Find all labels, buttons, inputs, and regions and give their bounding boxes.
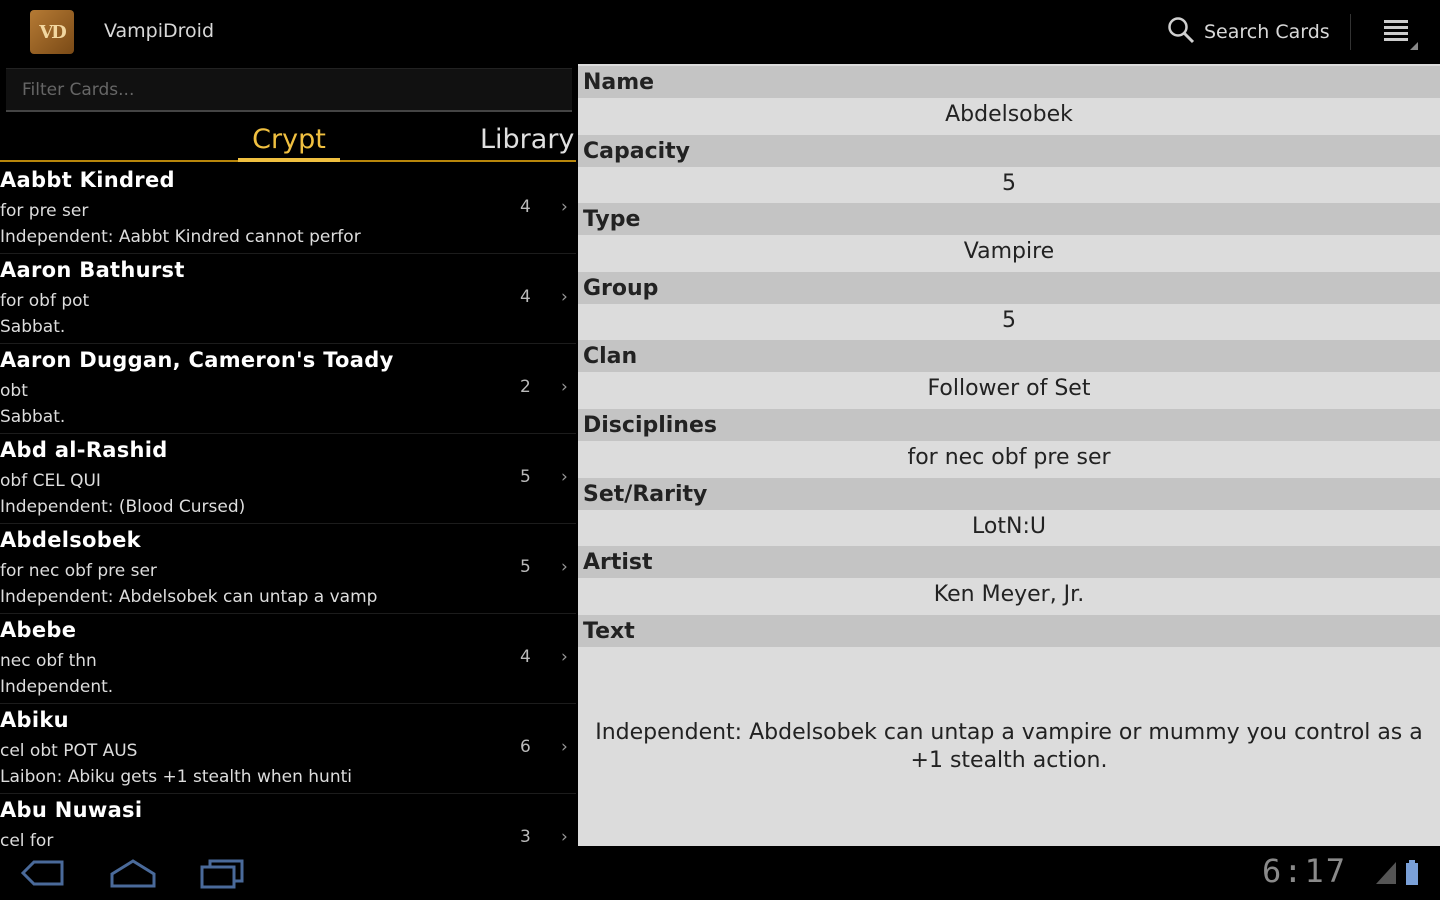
card-name: Abd al-Rashid xyxy=(0,438,168,462)
app-logo-icon[interactable]: VD xyxy=(30,10,74,54)
detail-group-header: Group xyxy=(578,270,1440,304)
card-disciplines: obt xyxy=(0,381,28,401)
list-item[interactable] xyxy=(0,434,576,524)
action-bar xyxy=(0,0,1440,64)
chevron-right-icon: › xyxy=(561,557,568,577)
detail-artist-value: Ken Meyer, Jr. xyxy=(578,578,1440,613)
detail-type-value: Vampire xyxy=(578,235,1440,270)
card-capacity: 5 xyxy=(520,557,531,577)
detail-set-rarity-header: Set/Rarity xyxy=(578,476,1440,510)
search-cards-button[interactable] xyxy=(1166,12,1330,52)
filter-input[interactable] xyxy=(6,69,572,110)
chevron-right-icon: › xyxy=(561,287,568,307)
list-item[interactable] xyxy=(0,614,576,704)
list-item[interactable] xyxy=(0,344,576,434)
chevron-right-icon: › xyxy=(561,467,568,487)
detail-capacity-value: 5 xyxy=(578,167,1440,202)
tab-library[interactable]: Library xyxy=(480,124,575,155)
card-name: Abu Nuwasi xyxy=(0,798,143,822)
list-item[interactable] xyxy=(0,254,576,344)
card-capacity: 4 xyxy=(520,287,531,307)
detail-name-value: Abdelsobek xyxy=(578,98,1440,133)
tab-crypt[interactable]: Crypt xyxy=(238,124,340,162)
battery-icon xyxy=(1404,858,1420,892)
card-name: Aabbt Kindred xyxy=(0,168,175,192)
tab-bar xyxy=(0,120,576,162)
card-list xyxy=(0,164,576,846)
home-icon[interactable] xyxy=(108,858,158,894)
detail-set-rarity-value: LotN:U xyxy=(578,510,1440,545)
card-capacity: 6 xyxy=(520,737,531,757)
app-title: VampiDroid xyxy=(104,20,215,42)
search-cards-label: Search Cards xyxy=(1204,21,1330,43)
filter-field[interactable] xyxy=(6,68,572,112)
detail-name-header: Name xyxy=(578,64,1440,98)
card-capacity: 5 xyxy=(520,467,531,487)
system-bar xyxy=(0,846,1440,900)
detail-disciplines-value: for nec obf pre ser xyxy=(578,441,1440,476)
card-disciplines: cel obt POT AUS xyxy=(0,741,138,761)
recent-apps-icon[interactable] xyxy=(198,858,246,894)
card-disciplines: cel for xyxy=(0,831,54,846)
chevron-right-icon: › xyxy=(561,197,568,217)
detail-type-header: Type xyxy=(578,201,1440,235)
search-icon xyxy=(1166,15,1196,49)
list-item[interactable] xyxy=(0,794,576,846)
detail-clan-header: Clan xyxy=(578,338,1440,372)
card-capacity: 2 xyxy=(520,377,531,397)
chevron-right-icon: › xyxy=(561,647,568,667)
card-name: Abdelsobek xyxy=(0,528,141,552)
card-text: Sabbat. xyxy=(0,317,66,337)
card-capacity: 3 xyxy=(520,827,531,846)
signal-icon xyxy=(1374,860,1398,890)
list-item[interactable] xyxy=(0,164,576,254)
card-disciplines: for obf pot xyxy=(0,291,90,311)
detail-clan-value: Follower of Set xyxy=(578,372,1440,407)
detail-disciplines-header: Disciplines xyxy=(578,407,1440,441)
detail-group-value: 5 xyxy=(578,304,1440,339)
chevron-right-icon: › xyxy=(561,827,568,846)
card-name: Aaron Duggan, Cameron's Toady xyxy=(0,348,394,372)
back-icon[interactable] xyxy=(20,858,66,894)
detail-capacity-header: Capacity xyxy=(578,133,1440,167)
card-capacity: 4 xyxy=(520,647,531,667)
chevron-right-icon: › xyxy=(561,377,568,397)
card-name: Abebe xyxy=(0,618,77,642)
card-name: Aaron Bathurst xyxy=(0,258,185,282)
chevron-right-icon: › xyxy=(561,737,568,757)
card-disciplines: obf CEL QUI xyxy=(0,471,101,491)
detail-artist-header: Artist xyxy=(578,544,1440,578)
detail-text-header: Text xyxy=(578,613,1440,647)
card-disciplines: for nec obf pre ser xyxy=(0,561,157,581)
card-text: Independent. xyxy=(0,677,114,697)
list-item[interactable] xyxy=(0,704,576,794)
status-clock: 6:17 xyxy=(1262,852,1348,890)
card-text: Laibon: Abiku gets +1 stealth when hunti xyxy=(0,767,352,787)
card-text: Sabbat. xyxy=(0,407,66,427)
card-text: Independent: Aabbt Kindred cannot perfor xyxy=(0,227,361,247)
list-item[interactable] xyxy=(0,524,576,614)
action-bar-divider xyxy=(1350,14,1351,50)
card-name: Abiku xyxy=(0,708,69,732)
overflow-menu-icon[interactable] xyxy=(1380,16,1420,52)
card-disciplines: nec obf thn xyxy=(0,651,97,671)
card-text: Independent: Abdelsobek can untap a vamp xyxy=(0,587,378,607)
card-detail-pane xyxy=(578,64,1440,846)
card-capacity: 4 xyxy=(520,197,531,217)
card-disciplines: for pre ser xyxy=(0,201,89,221)
detail-text-value: Independent: Abdelsobek can untap a vampire or mummy you control as a +1 stealth action. xyxy=(595,719,1423,773)
card-text: Independent: (Blood Cursed) xyxy=(0,497,246,517)
card-list-pane xyxy=(0,64,576,846)
